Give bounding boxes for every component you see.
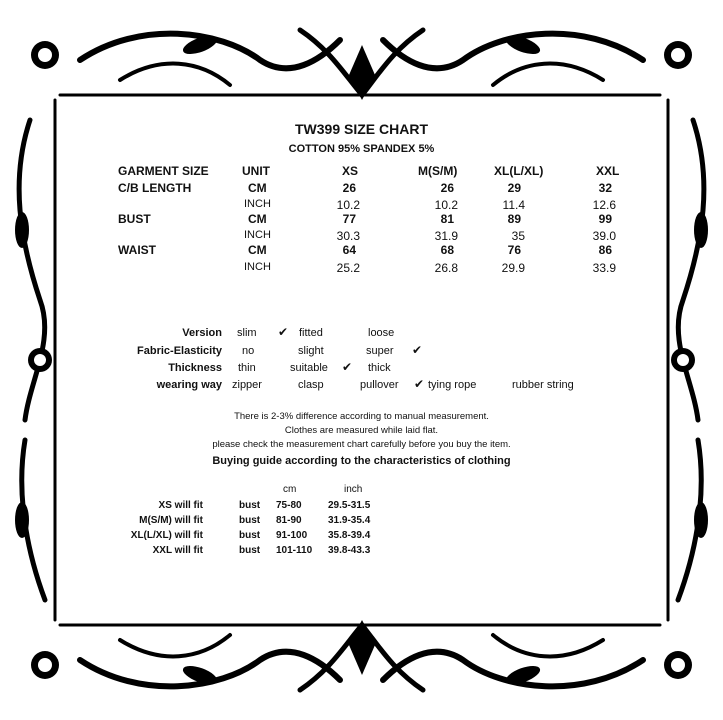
check-icon: ✔ (412, 343, 423, 357)
row-label-waist: WAIST (118, 243, 156, 257)
option-tying-rope: tying rope (428, 379, 477, 391)
option-clasp: clasp (298, 379, 324, 391)
check-icon: ✔ (342, 360, 353, 374)
guide-row-label: M(S/M) will fit (139, 515, 203, 526)
cell-value: 89 (507, 212, 521, 226)
header-size-xs: XS (342, 164, 359, 178)
guide-row-inch: 35.8-39.4 (328, 530, 371, 541)
note-line: There is 2-3% difference according to manual measurement. (234, 411, 489, 422)
guide-col-cm: cm (283, 484, 297, 495)
option-super: super (366, 345, 394, 357)
cell-value: 26 (440, 181, 454, 195)
option-zipper: zipper (232, 379, 262, 391)
cell-value: 32 (598, 181, 612, 195)
guide-col-inch: inch (344, 484, 363, 495)
row-label-bust: BUST (118, 212, 151, 226)
note-line: please check the measurement chart carefully before you buy the item. (212, 439, 511, 450)
cell-value: 25.2 (336, 261, 360, 275)
page-title: TW399 SIZE CHART (294, 121, 428, 137)
cell-value: 26 (342, 181, 356, 195)
unit-cm: CM (248, 212, 267, 226)
row-label-cb-length: C/B LENGTH (118, 181, 192, 195)
option-thick: thick (368, 362, 391, 374)
header-garment-size: GARMENT SIZE (118, 164, 209, 178)
option-no: no (242, 345, 255, 357)
note-line: Clothes are measured while laid flat. (284, 425, 439, 436)
cell-value: 29 (507, 181, 521, 195)
option-thin: thin (238, 362, 256, 374)
cell-value: 11.4 (502, 198, 525, 212)
header-size-xxl: XXL (596, 164, 620, 178)
cell-value: 99 (598, 212, 612, 226)
option-loose: loose (368, 327, 395, 339)
cell-value: 68 (440, 243, 454, 257)
guide-row-label: XXL will fit (152, 545, 203, 556)
cell-value: 35 (511, 229, 525, 243)
cell-value: 30.3 (336, 229, 360, 243)
guide-row-part: bust (239, 500, 261, 511)
option-pullover: pullover (360, 379, 399, 391)
unit-cm: CM (248, 243, 267, 257)
option-slight: slight (298, 345, 324, 357)
guide-row-inch: 31.9-35.4 (328, 515, 371, 526)
unit-inch: INCH (244, 198, 271, 210)
guide-row-label: XS will fit (158, 500, 203, 511)
char-label-version: Version (182, 327, 222, 339)
unit-cm: CM (248, 181, 267, 195)
cell-value: 33.9 (592, 261, 616, 275)
check-icon: ✔ (278, 325, 289, 339)
guide-row-inch: 39.8-43.3 (328, 545, 371, 556)
char-label-wearing-way: wearing way (156, 379, 222, 391)
cell-value: 29.9 (501, 261, 525, 275)
option-slim: slim (237, 327, 257, 339)
guide-row-cm: 75-80 (276, 500, 302, 511)
unit-inch: INCH (244, 261, 271, 273)
guide-row-inch: 29.5-31.5 (328, 500, 371, 511)
guide-row-part: bust (239, 530, 261, 541)
cell-value: 10.2 (336, 198, 360, 212)
char-label-thickness: Thickness (168, 362, 222, 374)
guide-row-cm: 81-90 (276, 515, 302, 526)
cell-value: 64 (342, 243, 356, 257)
cell-value: 31.9 (434, 229, 458, 243)
guide-row-cm: 91-100 (276, 530, 308, 541)
buying-guide-title: Buying guide according to the characteristics of clothing (212, 455, 511, 467)
guide-row-label: XL(L/XL) will fit (130, 530, 203, 541)
option-fitted: fitted (299, 327, 323, 339)
header-size-xl: XL(L/XL) (494, 164, 544, 178)
cell-value: 77 (342, 212, 356, 226)
header-size-m: M(S/M) (418, 164, 458, 178)
header-unit: UNIT (242, 164, 270, 178)
cell-value: 26.8 (434, 261, 458, 275)
cell-value: 86 (598, 243, 612, 257)
unit-inch: INCH (244, 229, 271, 241)
guide-row-cm: 101-110 (276, 545, 313, 556)
char-label-elasticity: Fabric-Elasticity (137, 345, 222, 357)
check-icon: ✔ (414, 377, 425, 391)
page-subtitle: COTTON 95% SPANDEX 5% (288, 143, 435, 155)
cell-value: 10.2 (434, 198, 458, 212)
cell-value: 12.6 (592, 198, 616, 212)
option-rubber-string: rubber string (512, 379, 574, 391)
cell-value: 81 (440, 212, 454, 226)
option-suitable: suitable (290, 362, 328, 374)
cell-value: 39.0 (592, 229, 616, 243)
cell-value: 76 (507, 243, 521, 257)
guide-row-part: bust (239, 515, 261, 526)
guide-row-part: bust (239, 545, 261, 556)
